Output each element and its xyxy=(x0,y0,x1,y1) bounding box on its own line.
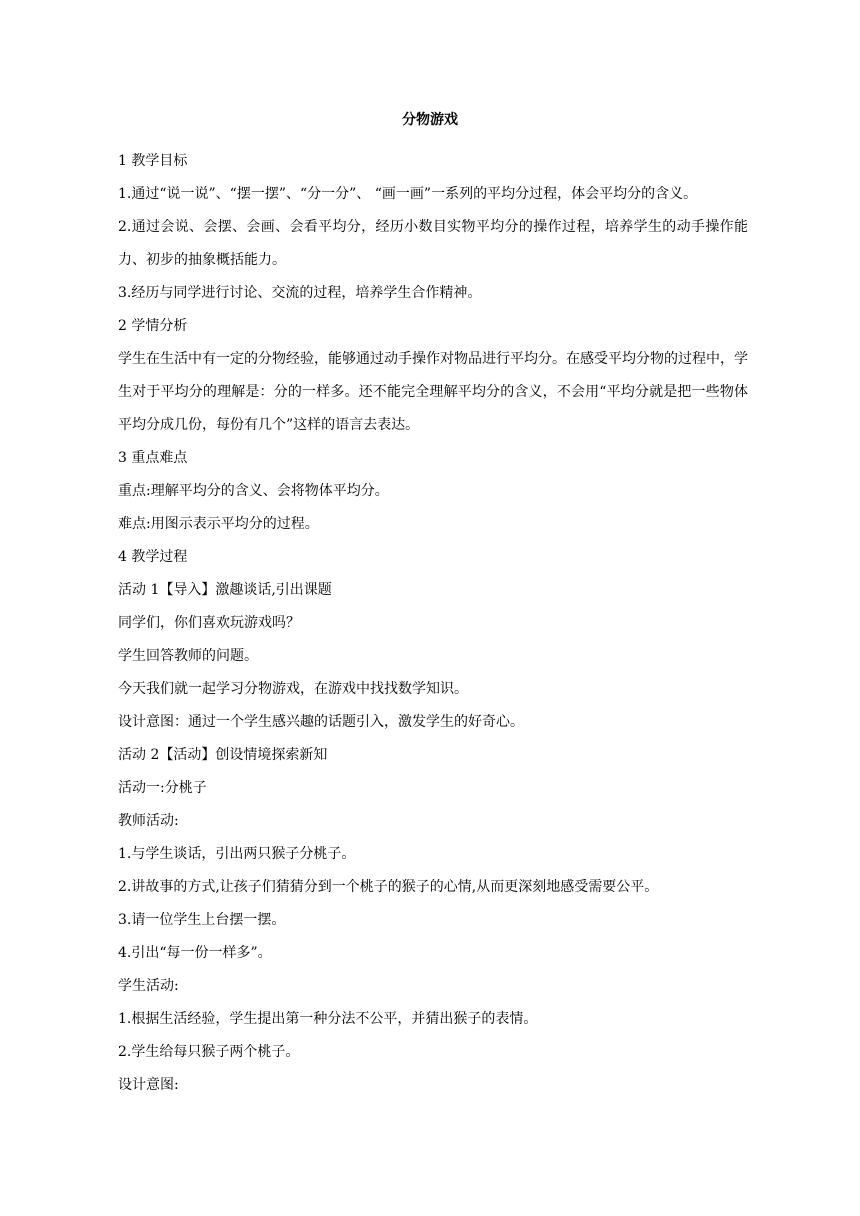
activity-heading: 活动 2【活动】创设情境探索新知 xyxy=(118,747,328,763)
paragraph: 教师活动: xyxy=(118,813,179,829)
paragraph: 2.学生给每只猴子两个桃子。 xyxy=(118,1044,300,1060)
document-title: 分物游戏 xyxy=(402,112,458,128)
paragraph: 设计意图: xyxy=(118,1077,179,1093)
paragraph: 4.引出“每一份一样多”。 xyxy=(118,945,272,961)
paragraph: 1.与学生谈话，引出两只猴子分桃子。 xyxy=(118,846,356,862)
paragraph: 学生活动: xyxy=(118,978,179,994)
paragraph: 活动一:分桃子 xyxy=(118,780,207,796)
document-body xyxy=(118,145,748,1102)
paragraph: 同学们，你们喜欢玩游戏吗？ xyxy=(118,615,300,631)
paragraph: 3.经历与同学进行讨论、交流的过程，培养学生合作精神。 xyxy=(118,285,482,301)
paragraph: 难点:用图示表示平均分的过程。 xyxy=(118,516,319,532)
paragraph: 学生回答教师的问题。 xyxy=(118,648,258,664)
paragraph: 1.根据生活经验，学生提出第一种分法不公平，并猜出猴子的表情。 xyxy=(118,1011,538,1027)
paragraph: 2.通过会说、会摆、会画、会看平均分，经历小数目实物平均分的操作过程，培养学生的动手操作能力、初步的抽象概括能力。 xyxy=(118,219,748,268)
section-heading: 4 教学过程 xyxy=(118,549,188,565)
section-heading: 2 学情分析 xyxy=(118,318,188,334)
paragraph: 1.通过“说一说”、“摆一摆”、“分一分”、 “画一画”一系列的平均分过程，体会平均分的含义。 xyxy=(118,186,698,202)
activity-heading: 活动 1【导入】激趣谈话,引出课题 xyxy=(118,582,332,598)
section-heading: 1 教学目标 xyxy=(118,153,188,169)
paragraph: 重点:理解平均分的含义、会将物体平均分。 xyxy=(118,483,389,499)
paragraph: 3.请一位学生上台摆一摆。 xyxy=(118,912,286,928)
paragraph: 学生在生活中有一定的分物经验，能够通过动手操作对物品进行平均分。在感受平均分物的过程中，学生对于平均分的理解是：分的一样多。还不能完全理解平均分的含义，不会用“平均分就是把一些物体平均分成几份，每份有几个”这样的语言去表达。 xyxy=(118,351,748,433)
paragraph: 设计意图：通过一个学生感兴趣的话题引入，激发学生的好奇心。 xyxy=(118,714,524,730)
paragraph: 今天我们就一起学习分物游戏，在游戏中找找数学知识。 xyxy=(118,681,468,697)
paragraph: 2.讲故事的方式,让孩子们猜猜分到一个桃子的猴子的心情,从而更深刻地感受需要公平。 xyxy=(118,879,659,895)
section-heading: 3 重点难点 xyxy=(118,450,188,466)
